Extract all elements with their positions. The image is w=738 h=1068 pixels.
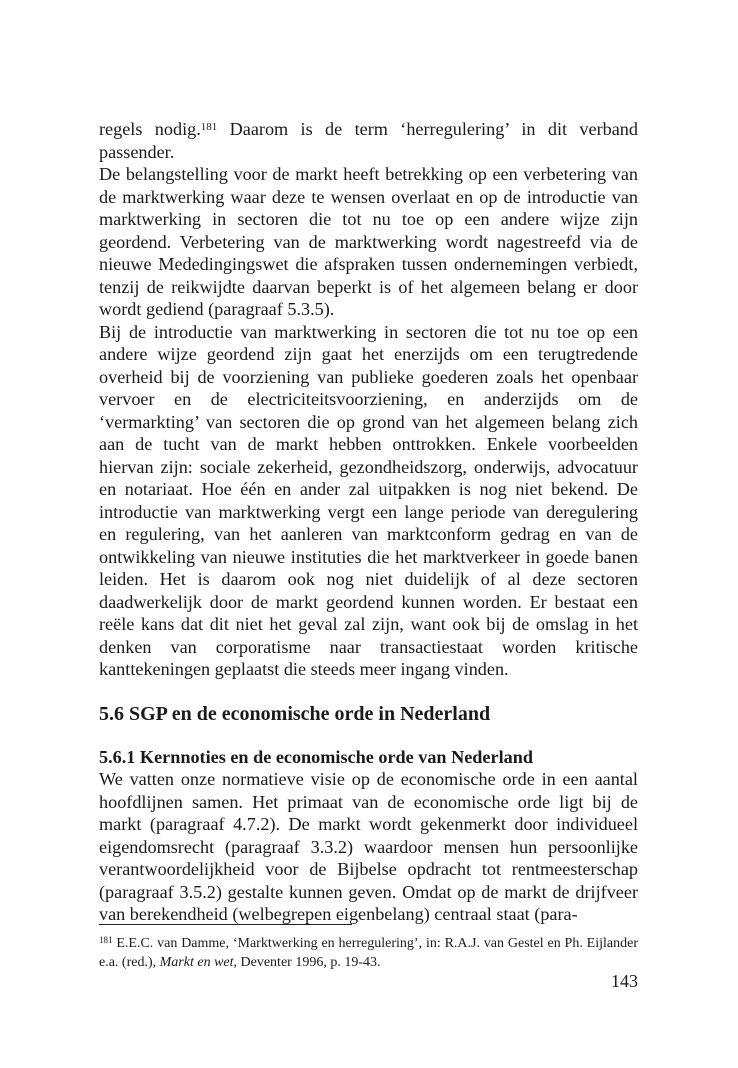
section-heading: 5.6 SGP en de economische orde in Nederland xyxy=(99,702,491,725)
footnote-reference[interactable]: 181 xyxy=(200,121,218,133)
paragraph-2: De belangstelling voor de markt heeft betrekking op een verbetering van de marktwerking waar deze te wensen overlaat en op de introductie van marktwerking in sectoren die tot nu toe op een andere wijze zijn geordend. Verbetering van de marktwerking wordt nagestreefd via de nieuwe Mededingingswet die afspraken tussen ondernemingen verbiedt, tenzij de reikwijdte daarvan beperkt is of het algemeen belang er door wordt gediend (paragraaf 5.3.5). xyxy=(99,164,638,319)
page-number: 143 xyxy=(611,971,638,991)
paragraph-1-start: regels nodig. xyxy=(99,119,201,139)
subsection-heading: 5.6.1 Kernnoties en de economische orde van Nederland xyxy=(99,746,533,767)
footnote-title: Markt en wet xyxy=(159,955,234,970)
body-text xyxy=(99,118,638,926)
footnote-divider xyxy=(99,924,352,925)
footnote-number: 181 xyxy=(99,935,113,945)
paragraph-1-end: Daarom is de term ‘herregulering’ in dit verband passender. xyxy=(99,119,638,162)
paragraph-1 xyxy=(99,118,638,163)
paragraph-4: We vatten onze normatieve visie op de economische orde in een aantal hoofdlijnen samen. Het primaat van de economische orde ligt bij de markt (paragraaf 4.7.2). De markt wordt gekenmerkt door individueel eigendomsrecht (paragraaf 3.3.2) waardoor mensen hun persoonlijke verantwoordelijkheid voor de Bijbelse opdracht tot rentmeesterschap (paragraaf 3.5.2) gestalte kunnen geven. Omdat op de markt de drijfveer van berekendheid (welbegrepen eigenbelang) centraal staat (para- xyxy=(99,769,638,924)
footnote xyxy=(99,934,638,972)
paragraph-3: Bij de introductie van marktwerking in sectoren die tot nu toe op een andere wijze geordend zijn gaat het enerzijds om een terugtredende overheid bij de voorziening van publieke goederen zoals het openbaar vervoer en de electriciteitsvoorziening, en anderzijds om de ‘vermarkting’ van sectoren die op grond van het algemeen belang zich aan de tucht van de markt hebben onttrokken. Enkele voorbeelden hiervan zijn: sociale zekerheid, gezondheidszorg, onderwijs, advocatuur en notariaat. Hoe één en ander zal uitpakken is nog niet bekend. De introductie van marktwerking vergt een lange periode van deregulering en regulering, van het aanleren van marktconform gedrag en van de ontwikkeling van nieuwe instituties die het marktverkeer in goede banen leiden. Het is daarom ook nog niet duidelijk of al deze sectoren daadwerkelijk door de markt geordend kunnen worden. Er bestaat een reële kans dat dit niet het geval zal zijn, want ook bij de omslag in het denken van corporatisme naar transactiestaat worden kritische kanttekeningen geplaatst die steeds meer ingang vinden. xyxy=(99,321,638,679)
footnote-text-end: , Deventer 1996, p. 19-43. xyxy=(233,955,381,970)
footnote-text-start: E.E.C. van Damme, ‘Marktwerking en herregulering’, in: R.A.J. van Gestel en Ph. Eijlander e.a. (red.), xyxy=(99,936,638,970)
